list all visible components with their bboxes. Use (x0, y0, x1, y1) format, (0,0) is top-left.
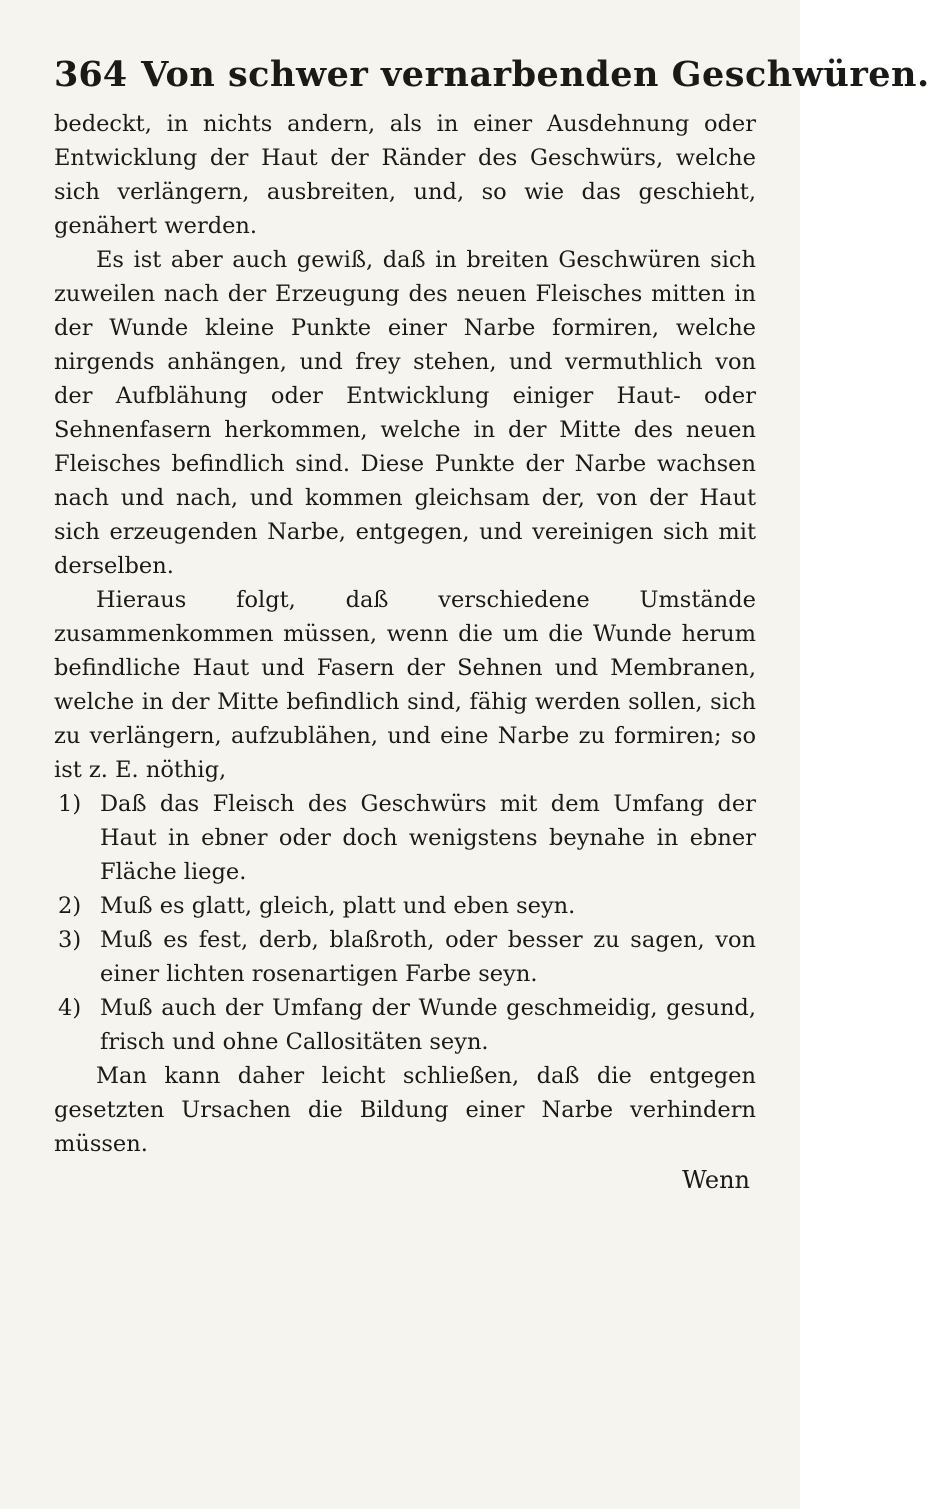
list-item-number: 2) (58, 893, 82, 919)
list-item (58, 787, 756, 889)
list-item-text: Muß es glatt, gleich, platt und eben seyn. (100, 893, 576, 919)
list-item-text: Muß auch der Umfang der Wunde geschmeidig, gesund, frisch und ohne Callositäten seyn. (100, 995, 756, 1055)
list-item (58, 889, 756, 923)
paragraph-narbe-punkte: Es ist aber auch gewiß, daß in breiten Geschwüren sich zuweilen nach der Erzeugung des neuen Fleisches mitten in der Wunde kleine Punkte einer Narbe formiren, welche nirgends anhängen, und frey stehen, und vermuthlich von der Aufblähung oder Entwicklung einiger Haut- oder Sehnenfasern herkommen, welche in der Mitte des neuen Fleisches befindlich sind. Diese Punkte der Narbe wachsen nach und nach, und kommen gleichsam der, von der Haut sich erzeugenden Narbe, entgegen, und vereinigen sich mit derselben. (54, 247, 756, 579)
list-item-number: 1) (58, 791, 82, 817)
catchword-row (54, 1163, 756, 1197)
catchword: Wenn (682, 1166, 750, 1194)
list-item (58, 991, 756, 1059)
paragraph-closing: Man kann daher leicht schließen, daß die entgegen gesetzten Ursachen die Bildung einer Narbe verhindern müssen. (54, 1063, 756, 1157)
body-text (54, 107, 756, 1197)
paragraph-continuation: bedeckt, in nichts andern, als in einer Ausdehnung oder Entwicklung der Haut der Ränder des Geschwürs, welche sich verlängern, ausbreiten, und, so wie das geschieht, genähert werden. (54, 111, 756, 239)
running-head: Von schwer vernarbenden Geschwüren. (141, 54, 930, 95)
list-item-number: 4) (58, 995, 82, 1021)
list-item-text: Daß das Fleisch des Geschwürs mit dem Umfang der Haut in ebner oder doch wenigstens beynahe in ebner Fläche liege. (100, 791, 756, 885)
paragraph-umstaende: Hieraus folgt, daß verschiedene Umstände zusammenkommen müssen, wenn die um die Wunde herum befindliche Haut und Fasern der Sehnen und Membranen, welche in der Mitte befindlich sind, fähig werden sollen, sich zu verlängern, aufzublähen, und eine Narbe zu formiren; so ist z. E. nöthig, (54, 587, 756, 783)
page-header (54, 54, 930, 95)
conditions-list (54, 787, 756, 1059)
list-item (58, 923, 756, 991)
list-item-text: Muß es fest, derb, blaßroth, oder besser zu sagen, von einer lichten rosenartigen Farbe seyn. (100, 927, 756, 987)
list-item-number: 3) (58, 927, 82, 953)
page-number: 364 (54, 54, 128, 95)
